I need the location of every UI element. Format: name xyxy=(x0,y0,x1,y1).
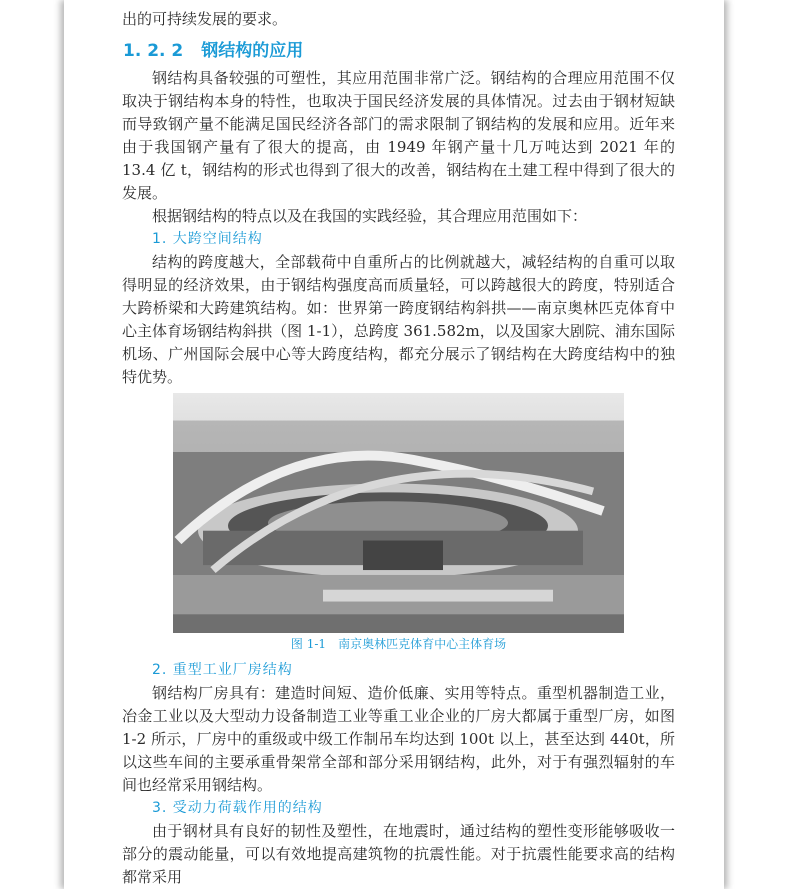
figure-label: 图 1-1 xyxy=(290,637,327,651)
figure-caption-text: 南京奥林匹克体育中心主体育场 xyxy=(338,637,507,651)
paragraph: 钢结构厂房具有：建造时间短、造价低廉、实用等特点。重型机器制造工业，冶金工业以及大型动力设备制造工业等重工业企业的厂房大都属于重型厂房，如图 1-2 所示，厂房中的重级或中级工作制吊车均达到 100t 以上，甚至达到 440t，所以这些车间的主要承重骨架常全部和部分采用钢结构，此外，对于有强烈辐射的车间也经常采用钢结构。 xyxy=(122,684,675,794)
section-body xyxy=(122,67,675,389)
page-content xyxy=(122,0,675,889)
paragraph: 根据钢结构的特点以及在我国的实践经验，其合理应用范围如下： xyxy=(152,207,588,225)
stadium-image xyxy=(173,393,624,633)
intro-tail: 出的可持续发展的要求。 xyxy=(122,10,288,28)
section-heading xyxy=(123,39,675,63)
figure-caption xyxy=(122,635,675,653)
paragraph: 结构的跨度越大，全部载荷中自重所占的比例就越大，减轻结构的自重可以取得明显的经济效果，由于钢结构强度高而质量轻，可以跨越很大的跨度，特别适合大跨桥梁和大跨建筑结构。如：世界第一跨度钢结构斜拱——南京奥林匹克体育中心主体育场钢结构斜拱（图 1-1），总跨度 361.582m，以及国家大剧院、浦东国际机场、广州国际会展中心等大跨度结构，都充分展示了钢结构在大跨度结构中的独特优势。 xyxy=(122,253,675,386)
figure-stadium-photo xyxy=(173,393,624,633)
subheading-2: 2. 重型工业厂房结构 xyxy=(152,662,293,678)
paragraph: 由于钢材具有良好的韧性及塑性，在地震时，通过结构的塑性变形能够吸收一部分的震动能量，可以有效地提高建筑物的抗震性能。对于抗震性能要求高的结构都常采用 xyxy=(122,822,675,886)
subheading-1: 1. 大跨空间结构 xyxy=(152,231,263,247)
section-body-continued xyxy=(122,659,675,889)
paragraph: 钢结构具备较强的可塑性，其应用范围非常广泛。钢结构的合理应用范围不仅取决于钢结构本身的特性，也取决于国民经济发展的具体情况。过去由于钢材短缺而导致钢产量不能满足国民经济各部门的需求限制了钢结构的发展和应用。近年来由于我国钢产量有了很大的提高，由 1949 年钢产量十几万吨达到 2021 年的 13.4 亿 t，钢结构的形式也得到了很大的改善，钢结构在土建工程中得到了很大的发展。 xyxy=(122,69,675,202)
section-number: 1. 2. 2 xyxy=(123,41,184,61)
section-title: 钢结构的应用 xyxy=(201,41,304,61)
subheading-3: 3. 受动力荷载作用的结构 xyxy=(152,800,323,816)
